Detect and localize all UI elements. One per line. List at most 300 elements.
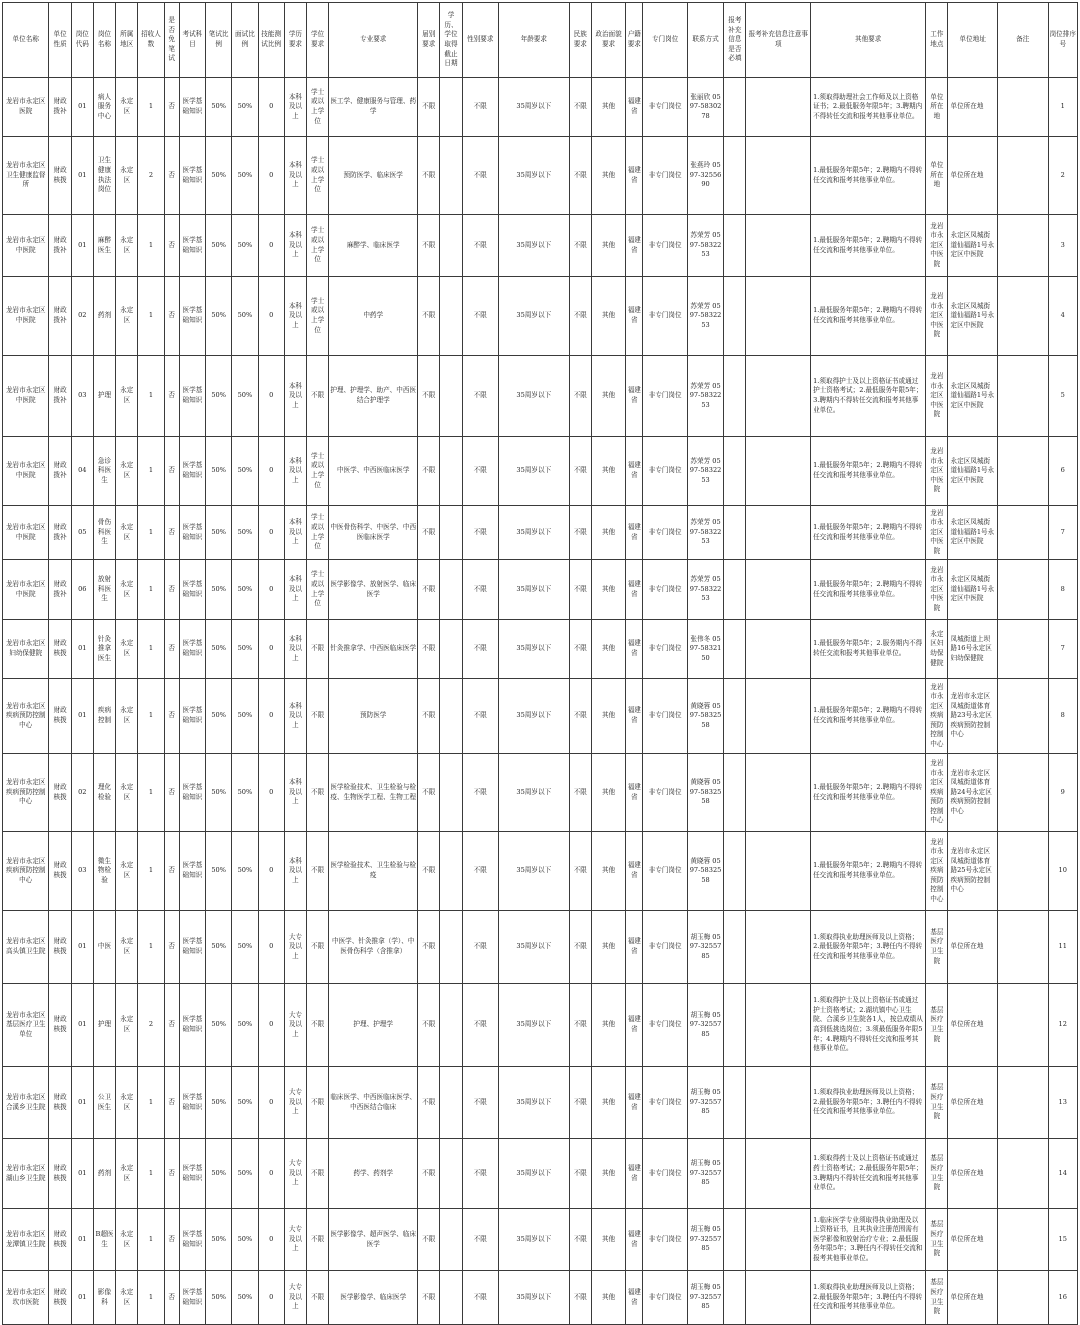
header-special: 专门岗位 <box>643 3 687 78</box>
cell-hukou: 福建省 <box>626 620 643 679</box>
cell-special: 非专门岗位 <box>643 832 687 911</box>
cell-code: 02 <box>71 754 93 832</box>
cell-major: 医学影像学、超声医学、临床医学 <box>329 1209 418 1271</box>
cell-other: 1.最低服务年限5年；2.聘期内不得转任交流和报考其他事业单位。 <box>811 832 926 911</box>
cell-addr: 永定区凤城街道仙福路1号永定区中医院 <box>948 215 998 277</box>
cell-grad: 不限 <box>418 984 440 1067</box>
table-row <box>3 1271 1078 1325</box>
cell-subject: 医学基础知识 <box>179 1067 205 1139</box>
cell-code: 01 <box>71 137 93 215</box>
cell-political: 其他 <box>591 356 625 437</box>
cell-special: 非专门岗位 <box>643 1271 687 1325</box>
cell-skill: 0 <box>258 754 284 832</box>
cell-grad: 不限 <box>418 215 440 277</box>
cell-req <box>724 437 746 506</box>
cell-num: 1 <box>138 437 164 506</box>
recruitment-table <box>2 2 1078 1325</box>
cell-grad: 不限 <box>418 832 440 911</box>
cell-num: 1 <box>138 754 164 832</box>
cell-place: 龙岩市永定区疾病预防控制中心 <box>926 679 948 754</box>
cell-other: 1.须取得药士及以上资格证书或通过药士资格考试；2.最低服务年限5年；3.聘期内不得转任交流和报考其他事业单位。 <box>811 1139 926 1209</box>
cell-age: 35周岁以下 <box>498 78 569 137</box>
cell-gender: 不限 <box>462 437 498 506</box>
cell-note <box>746 277 811 356</box>
cell-edu: 大专及以上 <box>284 984 306 1067</box>
cell-major: 麻醉学、临床医学 <box>329 215 418 277</box>
cell-deadline <box>440 832 462 911</box>
cell-other: 1.最低服务年限5年；2.聘期内不得转任交流和报考其他事业单位。 <box>811 679 926 754</box>
cell-gender: 不限 <box>462 506 498 560</box>
cell-remark <box>997 911 1048 984</box>
header-degree: 学位要求 <box>307 3 329 78</box>
cell-deadline <box>440 356 462 437</box>
cell-addr: 单位所在地 <box>948 911 998 984</box>
cell-major: 临床医学、中西医临床医学、中西医结合临床 <box>329 1067 418 1139</box>
cell-written: 50% <box>206 832 232 911</box>
cell-place: 单位所在地 <box>926 137 948 215</box>
cell-remark <box>997 754 1048 832</box>
cell-interview: 50% <box>232 1271 258 1325</box>
cell-seq: 12 <box>1048 984 1078 1067</box>
cell-political: 其他 <box>591 1139 625 1209</box>
cell-grad: 不限 <box>418 1067 440 1139</box>
cell-gender: 不限 <box>462 754 498 832</box>
cell-interview: 50% <box>232 78 258 137</box>
cell-unit: 龙岩市永定区龙潭镇卫生院 <box>3 1209 49 1271</box>
cell-other: 1.最低服务年限5年；2.聘期内不得转任交流和报考其他事业单位。 <box>811 560 926 620</box>
cell-subject: 医学基础知识 <box>179 137 205 215</box>
cell-addr: 单位所在地 <box>948 78 998 137</box>
cell-edu: 本科及以上 <box>284 506 306 560</box>
cell-place: 单位所在地 <box>926 78 948 137</box>
cell-gender: 不限 <box>462 560 498 620</box>
cell-political: 其他 <box>591 911 625 984</box>
cell-nature: 财政拨补 <box>49 560 71 620</box>
header-major: 专业要求 <box>329 3 418 78</box>
cell-hukou: 福建省 <box>626 137 643 215</box>
cell-note <box>746 437 811 506</box>
cell-note <box>746 560 811 620</box>
cell-post: 中医 <box>93 911 115 984</box>
cell-post: 微生物检验 <box>93 832 115 911</box>
cell-seq: 15 <box>1048 1209 1078 1271</box>
header-area: 所属地区 <box>116 3 138 78</box>
cell-other: 1.须取得助理社会工作师及以上资格证书；2.最低服务年限5年；3.聘期内不得转任交流和报考其他事业单位。 <box>811 78 926 137</box>
table-row <box>3 560 1078 620</box>
cell-post: 放射科医生 <box>93 560 115 620</box>
cell-post: 药剂 <box>93 277 115 356</box>
cell-deadline <box>440 1067 462 1139</box>
cell-unit: 龙岩市永定区高头镇卫生院 <box>3 911 49 984</box>
cell-edu: 本科及以上 <box>284 620 306 679</box>
cell-edu: 本科及以上 <box>284 215 306 277</box>
cell-contact: 苏荣芳 0597-5832253 <box>687 437 723 506</box>
cell-area: 永定区 <box>116 1209 138 1271</box>
cell-nature: 财政拨补 <box>49 277 71 356</box>
cell-addr: 永定区凤城街道仙福路1号永定区中医院 <box>948 277 998 356</box>
cell-degree: 学士或以上学位 <box>307 137 329 215</box>
cell-nature: 财政核拨 <box>49 620 71 679</box>
cell-age: 35周岁以下 <box>498 620 569 679</box>
table-row <box>3 1139 1078 1209</box>
cell-ethnic: 不限 <box>569 560 591 620</box>
cell-degree: 不限 <box>307 754 329 832</box>
cell-skill: 0 <box>258 1271 284 1325</box>
cell-subject: 医学基础知识 <box>179 78 205 137</box>
cell-written: 50% <box>206 277 232 356</box>
cell-gender: 不限 <box>462 984 498 1067</box>
cell-place: 基层医疗卫生院 <box>926 1209 948 1271</box>
cell-num: 1 <box>138 1139 164 1209</box>
cell-grad: 不限 <box>418 1271 440 1325</box>
cell-remark <box>997 277 1048 356</box>
cell-area: 永定区 <box>116 911 138 984</box>
cell-ethnic: 不限 <box>569 277 591 356</box>
cell-req <box>724 78 746 137</box>
cell-code: 04 <box>71 437 93 506</box>
cell-post: B超医生 <box>93 1209 115 1271</box>
cell-seq: 1 <box>1048 78 1078 137</box>
cell-note <box>746 1139 811 1209</box>
cell-num: 1 <box>138 620 164 679</box>
cell-political: 其他 <box>591 560 625 620</box>
cell-skill: 0 <box>258 437 284 506</box>
cell-degree: 不限 <box>307 911 329 984</box>
cell-skill: 0 <box>258 1139 284 1209</box>
cell-edu: 本科及以上 <box>284 437 306 506</box>
cell-political: 其他 <box>591 679 625 754</box>
cell-gender: 不限 <box>462 620 498 679</box>
table-row <box>3 1067 1078 1139</box>
cell-place: 基层医疗卫生院 <box>926 1067 948 1139</box>
cell-num: 1 <box>138 506 164 560</box>
table-row <box>3 911 1078 984</box>
cell-nature: 财政核拨 <box>49 832 71 911</box>
cell-unit: 龙岩市永定区卫生健康监督所 <box>3 137 49 215</box>
table-row <box>3 1209 1078 1271</box>
cell-grad: 不限 <box>418 356 440 437</box>
cell-unit: 龙岩市永定区中医院 <box>3 437 49 506</box>
cell-edu: 本科及以上 <box>284 679 306 754</box>
cell-remark <box>997 215 1048 277</box>
header-interview: 面试比例 <box>232 3 258 78</box>
header-addr: 单位地址 <box>948 3 998 78</box>
cell-exempt: 否 <box>164 1209 179 1271</box>
cell-post: 急诊科医生 <box>93 437 115 506</box>
cell-note <box>746 356 811 437</box>
cell-contact: 黄晓蓉 0597-5832558 <box>687 679 723 754</box>
cell-deadline <box>440 137 462 215</box>
cell-skill: 0 <box>258 356 284 437</box>
cell-remark <box>997 560 1048 620</box>
cell-age: 35周岁以下 <box>498 356 569 437</box>
cell-exempt: 否 <box>164 137 179 215</box>
cell-num: 1 <box>138 560 164 620</box>
cell-degree: 不限 <box>307 1209 329 1271</box>
cell-remark <box>997 1271 1048 1325</box>
cell-req <box>724 984 746 1067</box>
cell-interview: 50% <box>232 560 258 620</box>
cell-hukou: 福建省 <box>626 437 643 506</box>
cell-contact: 张丽欣 0597-5830278 <box>687 78 723 137</box>
cell-nature: 财政拨补 <box>49 356 71 437</box>
cell-exempt: 否 <box>164 437 179 506</box>
cell-exempt: 否 <box>164 78 179 137</box>
header-remark: 备注 <box>997 3 1048 78</box>
cell-addr: 永定区凤城街道仙福路1号永定区中医院 <box>948 356 998 437</box>
cell-special: 非专门岗位 <box>643 754 687 832</box>
cell-age: 35周岁以下 <box>498 832 569 911</box>
cell-skill: 0 <box>258 984 284 1067</box>
cell-area: 永定区 <box>116 620 138 679</box>
cell-gender: 不限 <box>462 1271 498 1325</box>
cell-num: 1 <box>138 356 164 437</box>
cell-code: 01 <box>71 78 93 137</box>
header-num: 招收人数 <box>138 3 164 78</box>
cell-hukou: 福建省 <box>626 984 643 1067</box>
cell-post: 针灸推拿医生 <box>93 620 115 679</box>
cell-nature: 财政核拨 <box>49 754 71 832</box>
cell-unit: 龙岩市永定区医院 <box>3 78 49 137</box>
cell-addr: 单位所在地 <box>948 1209 998 1271</box>
header-gender: 性别要求 <box>462 3 498 78</box>
header-subject: 考试科目 <box>179 3 205 78</box>
cell-interview: 50% <box>232 506 258 560</box>
cell-other: 1.须取得护士及以上资格证书或通过护士资格考试；2.湖坑镇中心卫生院、合溪乡卫生院各1人，按总成绩从高到低挑选岗位；3.须最低服务年限5年；4.聘期内不得转任交流和报考其他事业单位。 <box>811 984 926 1067</box>
cell-req <box>724 356 746 437</box>
cell-subject: 医学基础知识 <box>179 560 205 620</box>
cell-major: 医学影像学、临床医学 <box>329 1271 418 1325</box>
cell-place: 基层医疗卫生院 <box>926 1271 948 1325</box>
cell-age: 35周岁以下 <box>498 277 569 356</box>
cell-area: 永定区 <box>116 1067 138 1139</box>
cell-written: 50% <box>206 620 232 679</box>
cell-post: 卫生健康执法岗位 <box>93 137 115 215</box>
cell-contact: 苏荣芳 0597-5832253 <box>687 356 723 437</box>
cell-nature: 财政核拨 <box>49 137 71 215</box>
cell-place: 基层医疗卫生院 <box>926 911 948 984</box>
cell-other: 1.最低服务年限5年；2.聘期内不得转任交流和报考其他事业单位。 <box>811 437 926 506</box>
cell-contact: 苏荣芳 0597-5832253 <box>687 277 723 356</box>
cell-ethnic: 不限 <box>569 832 591 911</box>
cell-edu: 大专及以上 <box>284 1139 306 1209</box>
cell-grad: 不限 <box>418 620 440 679</box>
cell-written: 50% <box>206 137 232 215</box>
table-row <box>3 437 1078 506</box>
cell-note <box>746 832 811 911</box>
cell-deadline <box>440 911 462 984</box>
cell-written: 50% <box>206 356 232 437</box>
cell-ethnic: 不限 <box>569 1067 591 1139</box>
cell-contact: 黄晓蓉 0597-5832558 <box>687 754 723 832</box>
cell-special: 非专门岗位 <box>643 679 687 754</box>
cell-post: 影像科 <box>93 1271 115 1325</box>
cell-skill: 0 <box>258 506 284 560</box>
cell-hukou: 福建省 <box>626 560 643 620</box>
table-body <box>3 78 1078 1325</box>
cell-req <box>724 137 746 215</box>
cell-area: 永定区 <box>116 984 138 1067</box>
cell-hukou: 福建省 <box>626 277 643 356</box>
cell-interview: 50% <box>232 437 258 506</box>
cell-edu: 本科及以上 <box>284 277 306 356</box>
cell-skill: 0 <box>258 277 284 356</box>
cell-remark <box>997 1067 1048 1139</box>
cell-seq: 8 <box>1048 560 1078 620</box>
cell-area: 永定区 <box>116 356 138 437</box>
cell-political: 其他 <box>591 78 625 137</box>
cell-deadline <box>440 1139 462 1209</box>
cell-age: 35周岁以下 <box>498 1209 569 1271</box>
cell-gender: 不限 <box>462 679 498 754</box>
cell-deadline <box>440 506 462 560</box>
cell-special: 非专门岗位 <box>643 78 687 137</box>
header-code: 岗位代码 <box>71 3 93 78</box>
cell-place: 龙岩市永定区中医院 <box>926 277 948 356</box>
cell-unit: 龙岩市永定区疾病预防控制中心 <box>3 679 49 754</box>
cell-gender: 不限 <box>462 137 498 215</box>
cell-note <box>746 78 811 137</box>
cell-written: 50% <box>206 215 232 277</box>
cell-seq: 16 <box>1048 1271 1078 1325</box>
table-row <box>3 215 1078 277</box>
cell-exempt: 否 <box>164 1067 179 1139</box>
cell-unit: 龙岩市永定区妇幼保健院 <box>3 620 49 679</box>
cell-post: 理化检验 <box>93 754 115 832</box>
cell-ethnic: 不限 <box>569 911 591 984</box>
cell-interview: 50% <box>232 679 258 754</box>
cell-code: 01 <box>71 1139 93 1209</box>
cell-ethnic: 不限 <box>569 1139 591 1209</box>
cell-post: 公卫医生 <box>93 1067 115 1139</box>
cell-interview: 50% <box>232 137 258 215</box>
cell-gender: 不限 <box>462 832 498 911</box>
cell-exempt: 否 <box>164 911 179 984</box>
cell-deadline <box>440 620 462 679</box>
cell-seq: 7 <box>1048 506 1078 560</box>
cell-deadline <box>440 277 462 356</box>
cell-num: 1 <box>138 215 164 277</box>
cell-grad: 不限 <box>418 78 440 137</box>
cell-grad: 不限 <box>418 277 440 356</box>
cell-unit: 龙岩市永定区中医院 <box>3 277 49 356</box>
cell-major: 护理、护理学、助产、中西医结合护理学 <box>329 356 418 437</box>
cell-interview: 50% <box>232 1067 258 1139</box>
cell-remark <box>997 356 1048 437</box>
header-row <box>3 3 1078 78</box>
cell-special: 非专门岗位 <box>643 911 687 984</box>
cell-note <box>746 911 811 984</box>
cell-age: 35周岁以下 <box>498 137 569 215</box>
cell-written: 50% <box>206 984 232 1067</box>
cell-grad: 不限 <box>418 754 440 832</box>
cell-seq: 11 <box>1048 911 1078 984</box>
cell-edu: 本科及以上 <box>284 832 306 911</box>
table-row <box>3 620 1078 679</box>
cell-note <box>746 1271 811 1325</box>
cell-addr: 凤城街道上坝路16号永定区妇幼保健院 <box>948 620 998 679</box>
cell-addr: 龙岩市永定区凤城街道体育路23号永定区疾病预防控制中心 <box>948 679 998 754</box>
cell-remark <box>997 832 1048 911</box>
header-skill: 技能测试比例 <box>258 3 284 78</box>
cell-major: 中医骨伤科学、中医学、中西医临床医学 <box>329 506 418 560</box>
cell-addr: 龙岩市永定区凤城街道体育路24号永定区疾病预防控制中心 <box>948 754 998 832</box>
table-row <box>3 832 1078 911</box>
cell-deadline <box>440 560 462 620</box>
header-deadline: 学历、学位取得截止日期 <box>440 3 462 78</box>
cell-political: 其他 <box>591 437 625 506</box>
cell-exempt: 否 <box>164 1139 179 1209</box>
cell-degree: 不限 <box>307 832 329 911</box>
cell-exempt: 否 <box>164 215 179 277</box>
cell-political: 其他 <box>591 1271 625 1325</box>
cell-place: 龙岩市永定区中医院 <box>926 356 948 437</box>
cell-skill: 0 <box>258 215 284 277</box>
cell-ethnic: 不限 <box>569 754 591 832</box>
cell-written: 50% <box>206 1067 232 1139</box>
cell-req <box>724 620 746 679</box>
cell-special: 非专门岗位 <box>643 137 687 215</box>
cell-nature: 财政拨补 <box>49 215 71 277</box>
cell-place: 龙岩市永定区疾病预防控制中心 <box>926 832 948 911</box>
cell-age: 35周岁以下 <box>498 984 569 1067</box>
cell-place: 龙岩市永定区中医院 <box>926 506 948 560</box>
cell-grad: 不限 <box>418 679 440 754</box>
cell-major: 医学检验技术、卫生检验与检疫 <box>329 832 418 911</box>
cell-note <box>746 506 811 560</box>
cell-major: 预防医学 <box>329 679 418 754</box>
cell-written: 50% <box>206 754 232 832</box>
cell-num: 2 <box>138 984 164 1067</box>
cell-code: 01 <box>71 1067 93 1139</box>
cell-written: 50% <box>206 506 232 560</box>
cell-degree: 学士或以上学位 <box>307 78 329 137</box>
cell-num: 1 <box>138 1271 164 1325</box>
cell-contact: 胡玉梅 0597-3255785 <box>687 1139 723 1209</box>
header-edu: 学历要求 <box>284 3 306 78</box>
cell-degree: 学士或以上学位 <box>307 437 329 506</box>
cell-written: 50% <box>206 560 232 620</box>
cell-place: 龙岩市永定区中医院 <box>926 215 948 277</box>
cell-area: 永定区 <box>116 277 138 356</box>
cell-interview: 50% <box>232 754 258 832</box>
cell-post: 药剂 <box>93 1139 115 1209</box>
cell-place: 龙岩市永定区中医院 <box>926 560 948 620</box>
cell-seq: 5 <box>1048 356 1078 437</box>
header-hukou: 户籍要求 <box>626 3 643 78</box>
cell-gender: 不限 <box>462 911 498 984</box>
cell-post: 麻醉医生 <box>93 215 115 277</box>
cell-remark <box>997 984 1048 1067</box>
cell-edu: 大专及以上 <box>284 1067 306 1139</box>
cell-hukou: 福建省 <box>626 679 643 754</box>
table-row <box>3 754 1078 832</box>
header-post: 岗位名称 <box>93 3 115 78</box>
cell-deadline <box>440 1209 462 1271</box>
cell-unit: 龙岩市永定区基层医疗卫生单位 <box>3 984 49 1067</box>
cell-req <box>724 1067 746 1139</box>
cell-code: 01 <box>71 1209 93 1271</box>
cell-gender: 不限 <box>462 78 498 137</box>
cell-note <box>746 984 811 1067</box>
cell-deadline <box>440 1271 462 1325</box>
cell-seq: 4 <box>1048 277 1078 356</box>
cell-hukou: 福建省 <box>626 1209 643 1271</box>
cell-seq: 7 <box>1048 620 1078 679</box>
header-exempt: 是否免笔试 <box>164 3 179 78</box>
cell-addr: 永定区凤城街道仙福路1号永定区中医院 <box>948 560 998 620</box>
cell-nature: 财政核拨 <box>49 911 71 984</box>
